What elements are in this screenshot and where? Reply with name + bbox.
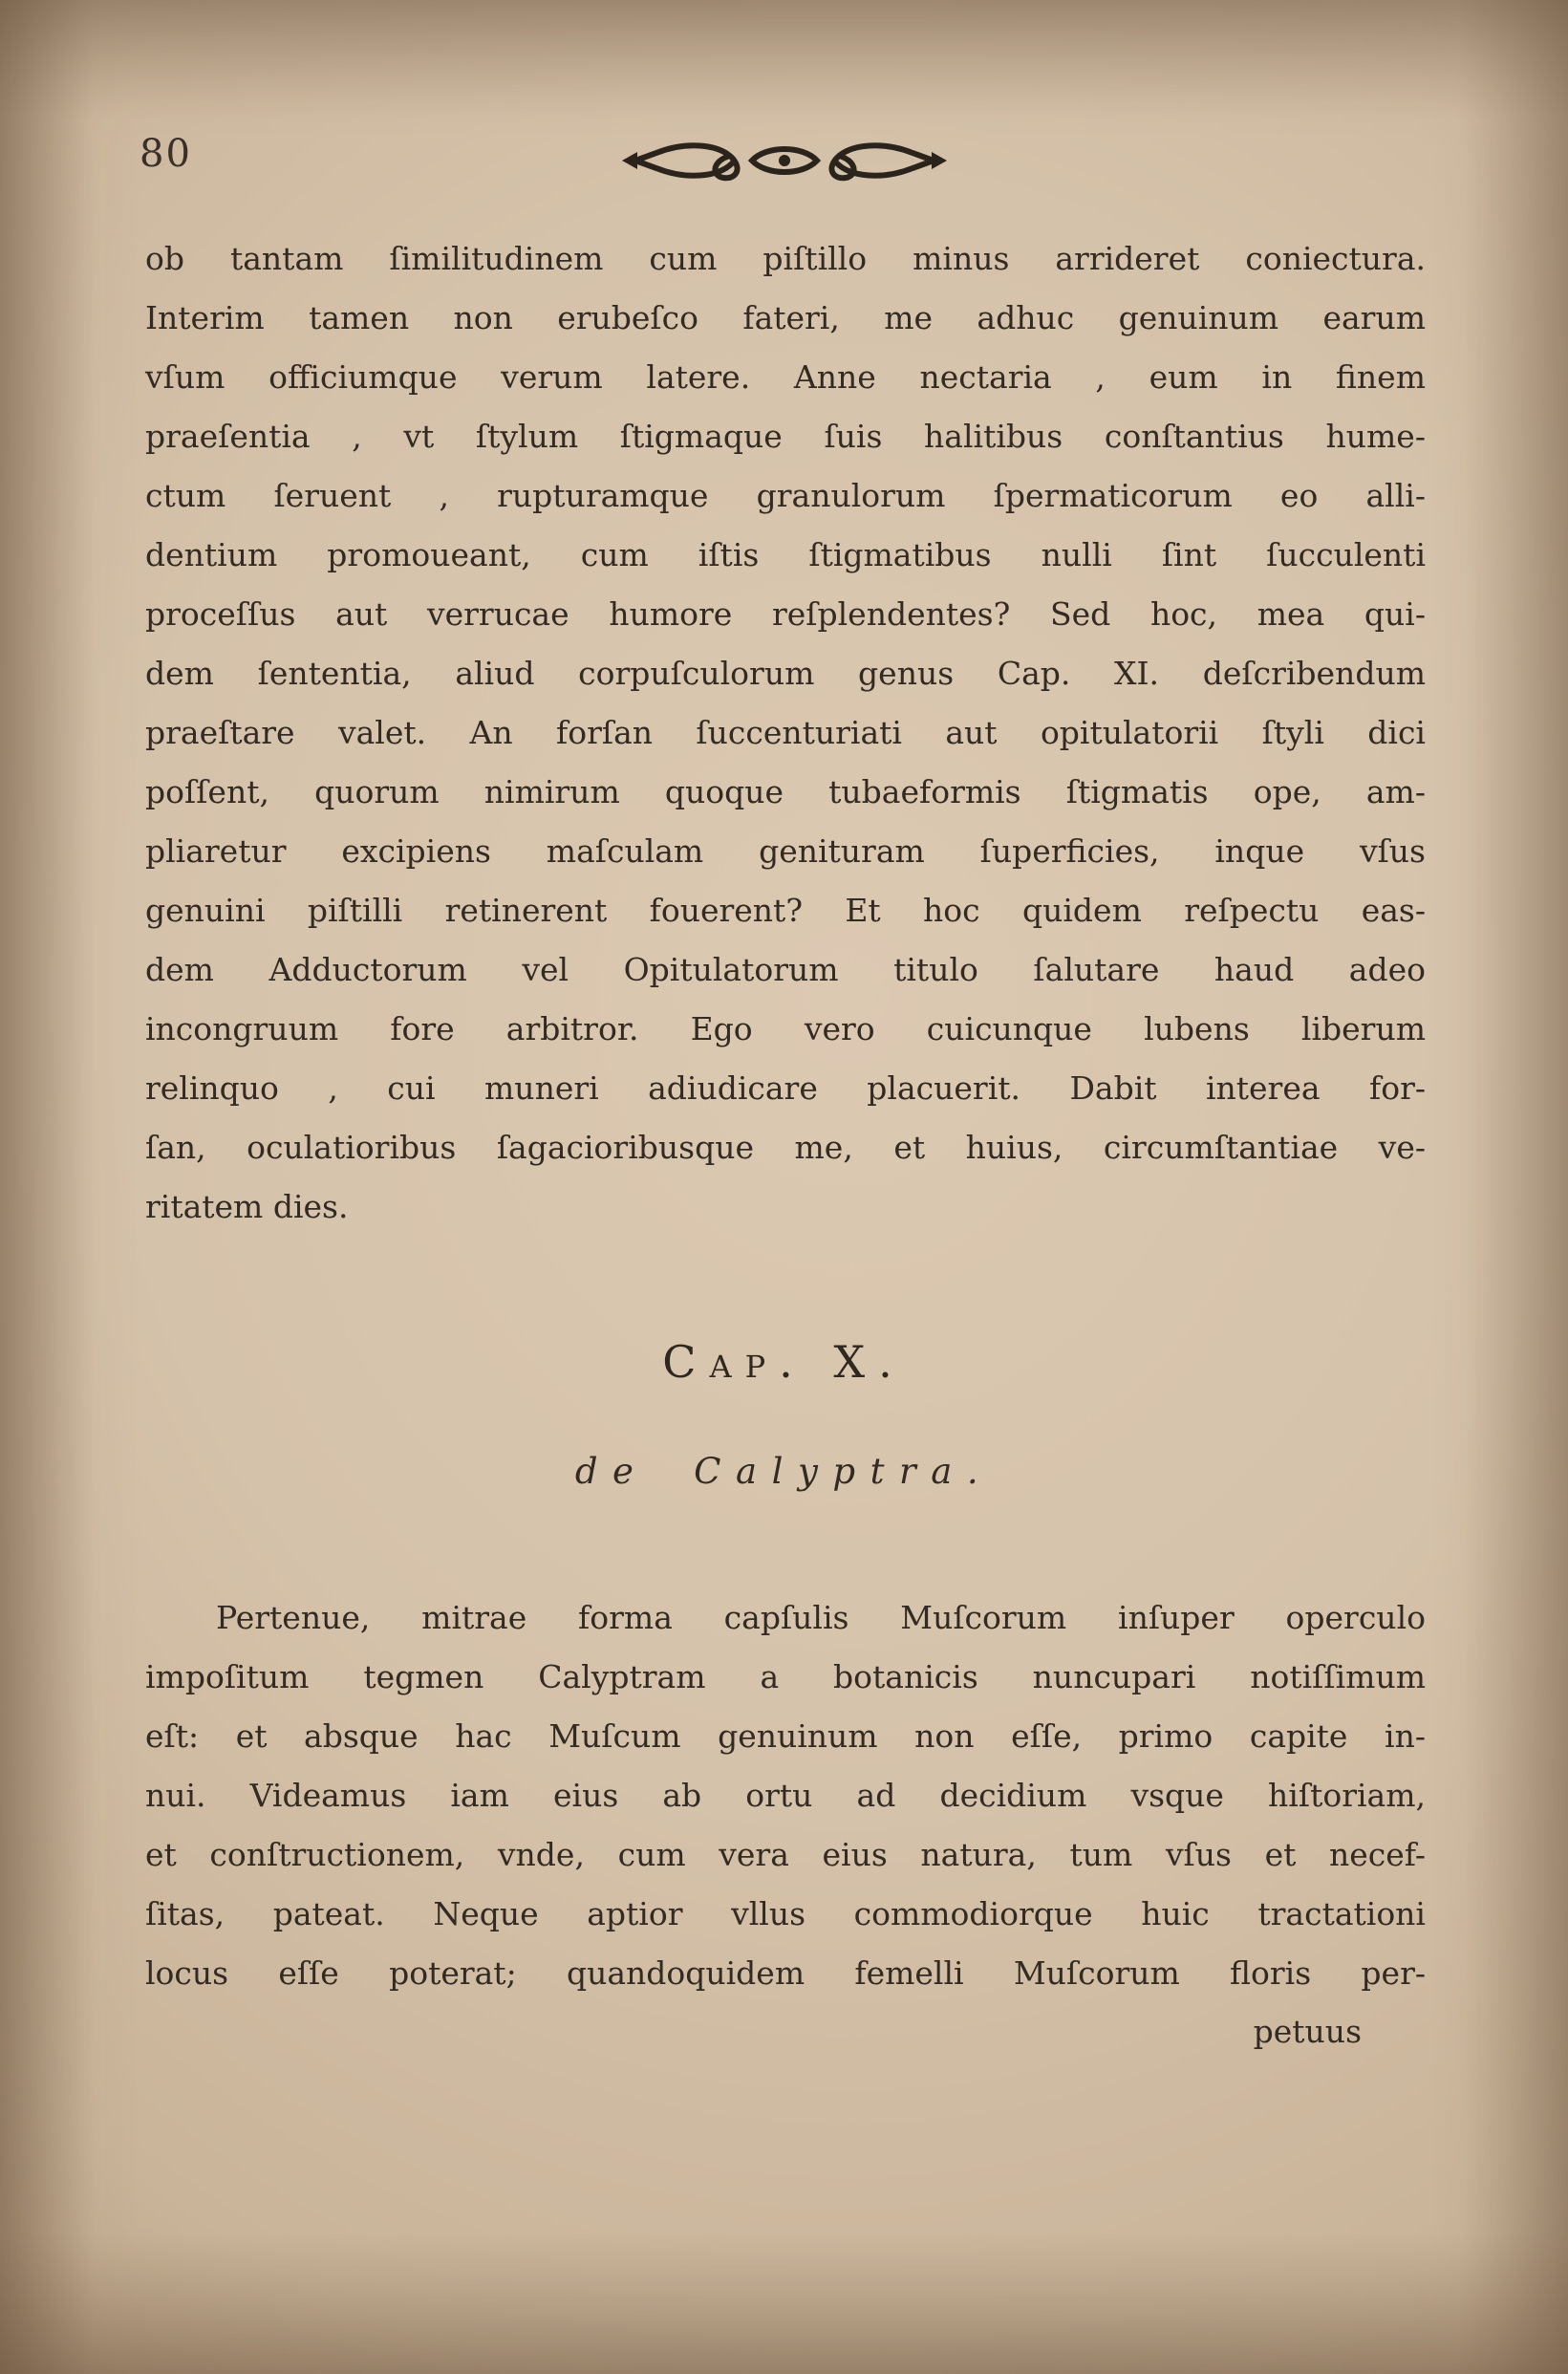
text-line: praeſtare valet. An forſan ſuccenturiati aut opitulatorii ſtyli dici bbox=[145, 714, 1426, 751]
text-line: et conſtructionem, vnde, cum vera eius natura, tum vſus et necef- bbox=[145, 1836, 1426, 1873]
text-line: nui. Videamus iam eius ab ortu ad decidium vsque hiſtoriam, bbox=[145, 1777, 1426, 1814]
chapter-heading: Cap. X. bbox=[662, 1336, 906, 1388]
paragraph-1 bbox=[145, 229, 1426, 1237]
headpiece-ornament-icon bbox=[622, 134, 947, 187]
text-line: poſſent, quorum nimirum quoque tubaeformis ſtigmatis ope, am- bbox=[145, 773, 1426, 810]
text-line: pliaretur excipiens maſculam genituram ſuperficies, inque vſus bbox=[145, 832, 1426, 870]
text-line: impoſitum tegmen Calyptram a botanicis nuncupari notiſſimum bbox=[145, 1658, 1426, 1695]
text-line: locus eſſe poterat; quandoquidem femelli Muſcorum floris per- bbox=[145, 1954, 1426, 1992]
text-line: dem ſententia, aliud corpuſculorum genus Cap. XI. deſcribendum bbox=[145, 655, 1426, 692]
text-line: eſt: et absque hac Muſcum genuinum non eſſe, primo capite in- bbox=[145, 1717, 1426, 1755]
text-line: relinquo , cui muneri adiudicare placuerit. Dabit interea for- bbox=[145, 1069, 1426, 1107]
text-line: proceſſus aut verrucae humore reſplendentes? Sed hoc, mea qui- bbox=[145, 595, 1426, 633]
text-line: genuini piſtilli retinerent fouerent? Et hoc quidem reſpectu eas- bbox=[145, 892, 1426, 929]
text-line: ob tantam ſimilitudinem cum piſtillo minus arrideret coniectura. bbox=[145, 240, 1426, 277]
text-line: vſum officiumque verum latere. Anne nectaria , eum in finem bbox=[145, 358, 1426, 396]
text-line: dem Adductorum vel Opitulatorum titulo ſalutare haud adeo bbox=[145, 951, 1426, 988]
text-line: Pertenue, mitrae forma capſulis Muſcorum inſuper operculo bbox=[216, 1599, 1426, 1636]
text-line: ſan, oculatioribus ſagacioribusque me, et huius, circumſtantiae ve- bbox=[145, 1129, 1426, 1166]
chapter-subtitle: de Calyptra. bbox=[574, 1451, 994, 1492]
text-line: ſitas, pateat. Neque aptior vllus commodiorque huic tractationi bbox=[145, 1895, 1426, 1932]
text-line: ritatem dies. bbox=[145, 1188, 349, 1225]
text-line: Interim tamen non erubeſco fateri, me adhuc genuinum earum bbox=[145, 299, 1426, 336]
text-line: ctum ſeruent , rupturamque granulorum ſpermaticorum eo alli- bbox=[145, 477, 1426, 514]
paragraph-2 bbox=[145, 1588, 1426, 2003]
text-line: dentium promoueant, cum iſtis ſtigmatibus nulli ſint ſucculenti bbox=[145, 536, 1426, 573]
catchword: petuus bbox=[1253, 2013, 1362, 2050]
text-line: incongruum fore arbitror. Ego vero cuicunque lubens liberum bbox=[145, 1010, 1426, 1047]
page-number: 80 bbox=[140, 132, 192, 176]
text-line: praeſentia , vt ſtylum ſtigmaque ſuis halitibus conſtantius hume- bbox=[145, 418, 1426, 455]
